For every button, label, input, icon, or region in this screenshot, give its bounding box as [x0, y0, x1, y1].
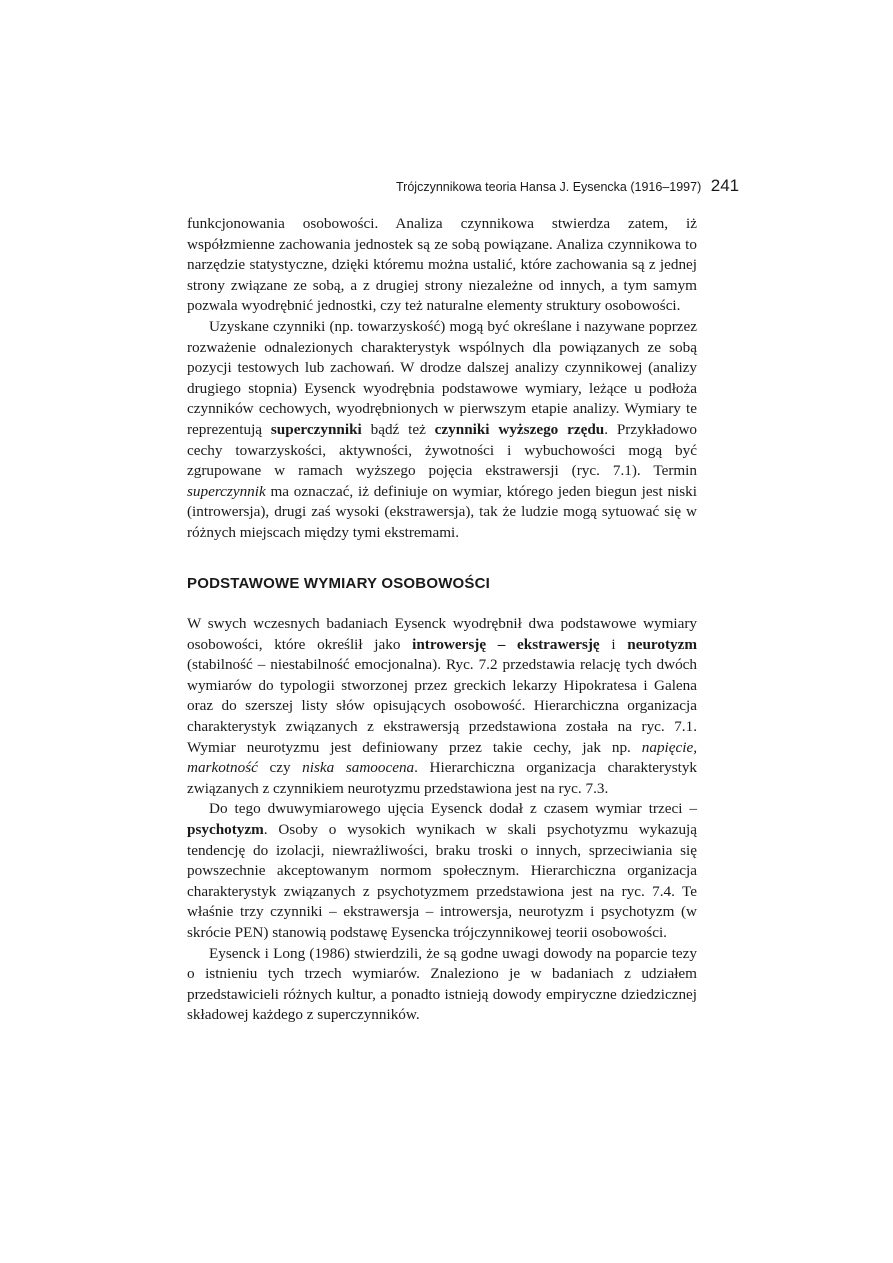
term-czynniki-wyzszego-rzedu: czynniki wyższego rzędu: [434, 420, 605, 438]
section-heading: PODSTAWOWE WYMIARY OSOBOWOŚCI: [187, 574, 491, 592]
term-napiecie-markotnosc: napięcie, markotność: [187, 738, 697, 777]
paragraph-4: Do tego dwuwymiarowego ujęcia Eysenck dodał z czasem wymiar trzeci – psychotyzm. Osoby o wysokich wynikach w skali psychotyzmu wykazują tendencję do izolacji, niewrażliwości, braku troski o innych, sprzeciwiania się powszechnie akceptowanym normom społecznym. Hierarchiczna organizacja charakterystyk związanych z psychotyzmem przedstawiona jest na ryc. 7.4. Te właśnie trzy czynniki – ekstrawersja – introwersja, neurotyzm i psychotyzm (w skrócie PEN) stanowią podstawę Eysencka trójczynnikowej teorii osobowości.: [187, 800, 697, 941]
page-number: 241: [710, 176, 740, 195]
running-title: Trójczynnikowa teoria Hansa J. Eysencka (1916–1997): [396, 180, 702, 194]
paragraph-5: Eysenck i Long (1986) stwierdzili, że są godne uwagi dowody na poparcie tezy o istnieniu tych trzech wymiarów. Znaleziono je w badaniach z udziałem przedstawicieli różnych kultur, a ponadto istnieją dowody empiryczne dziedzicznej składowej każdego z superczynników.: [187, 944, 697, 1024]
term-introwersja-ekstrawersja: introwersję – ekstrawersję: [412, 635, 600, 653]
paragraph-2: Uzyskane czynniki (np. towarzyskość) mogą być określane i nazywane poprzez rozważenie odnalezionych charakterystyk wspólnych dla powiązanych ze sobą pozycji testowych lub zachowań. W drodze dalszej analizy czynnikowej (analizy drugiego stopnia) Eysenck wyodrębnia podstawowe wymiary, leżące u podłoża czynników cechowych, wyodrębnionych w pierwszym etapie analizy. Wymiary te reprezentują superczynniki bądź też czynniki wyższego rzędu. Przykładowo cechy towarzyskości, aktywności, żywotności i wybuchowości mogą być zgrupowane w ramach wyższego pojęcia ekstrawersji (ryc. 7.1). Termin superczynnik ma oznaczać, iż definiuje on wymiar, którego jeden biegun jest niski (introwersja), drugi zaś wysoki (ekstrawersja), tak że ludzie mogą sytuować się w różnych miejscach między tymi ekstremami.: [187, 317, 697, 541]
term-superczynnik: superczynnik: [187, 482, 266, 500]
term-superczynniki: superczynniki: [270, 420, 362, 438]
paragraph-3: W swych wczesnych badaniach Eysenck wyodrębnił dwa podstawowe wymiary osobowości, które określił jako introwersję – ekstrawersję i neurotyzm (stabilność – niestabilność emocjonalna). Ryc. 7.2 przedstawia relację tych dwóch wymiarów do typologii stworzonej przez greckich lekarzy Hipokratesa i Galena oraz do szerszej listy słów opisujących osobowość. Hierarchiczna organizacja charakterystyk związanych z ekstrawersją przedstawiona została na ryc. 7.1. Wymiar neurotyzmu jest definiowany przez takie cechy, jak np. napięcie, markotność czy niska samoocena. Hierarchiczna organizacja charakterystyk związanych z czynnikiem neurotyzmu przedstawiona jest na ryc. 7.3.: [187, 615, 698, 797]
paragraph-1: funkcjonowania osobowości. Analiza czynnikowa stwierdza zatem, iż współzmienne zachowania jednostek są ze sobą powiązane. Analiza czynnikowa to narzędzie statystyczne, dzięki któremu można ustalić, które zachowania są z jednej strony związane ze sobą, a z drugiej strony niezależne od innych, a tym samym pozwala wyodrębnić jednostki, czy też naturalne elementy struktury osobowości.: [187, 215, 697, 315]
body-text: [187, 214, 697, 1026]
term-neurotyzm: neurotyzm: [627, 635, 697, 653]
term-niska-samoocena: niska samoocena: [302, 759, 415, 777]
running-header: [396, 176, 740, 196]
term-psychotyzm: psychotyzm: [187, 821, 264, 839]
